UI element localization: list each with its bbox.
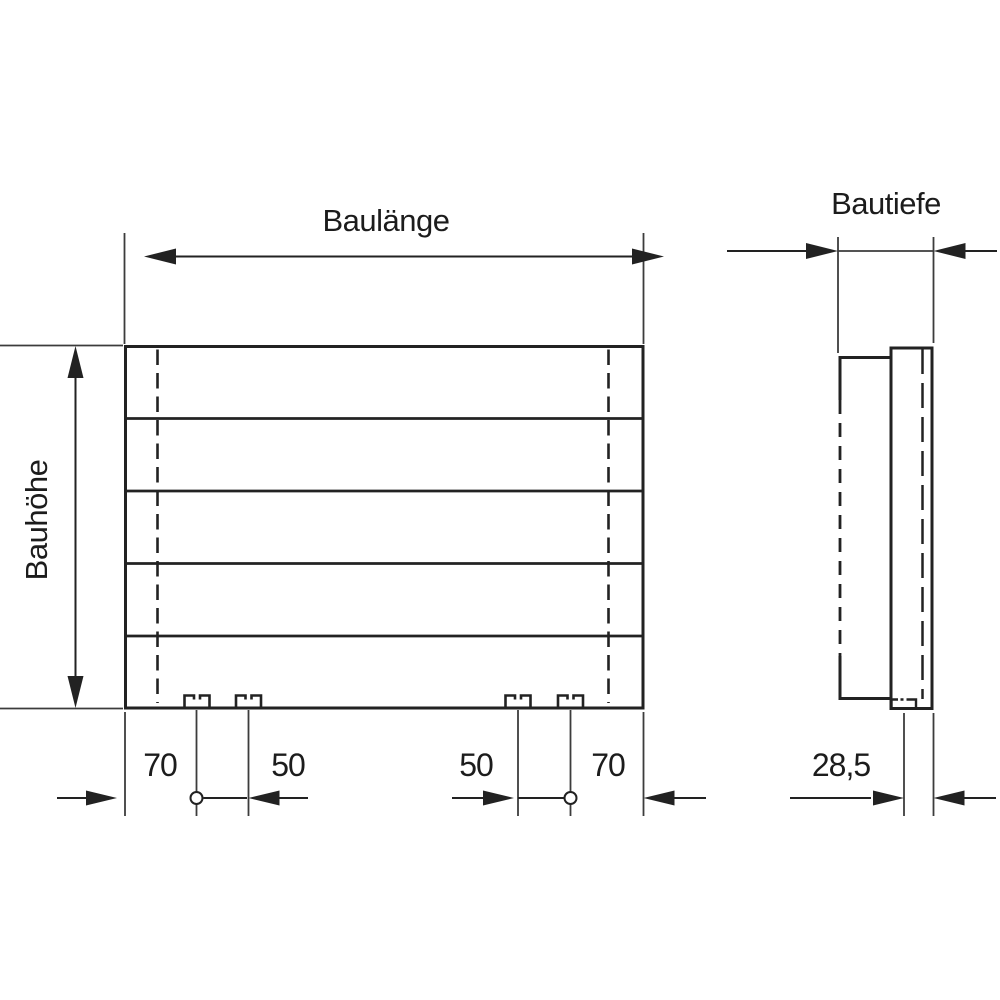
mounting-bracket xyxy=(236,696,261,708)
arrowhead-left-icon xyxy=(144,249,176,265)
bautiefe-label: Bautiefe xyxy=(831,186,941,221)
mounting-bracket xyxy=(506,696,531,708)
side-view-body xyxy=(891,348,932,709)
mounting-bracket xyxy=(185,696,210,708)
dim-70-left: 70 xyxy=(143,747,177,783)
dimension-bauhoehe xyxy=(0,346,123,709)
arrowhead-right-icon xyxy=(86,791,117,806)
bauhoehe-label: Bauhöhe xyxy=(19,459,54,581)
arrowhead-left-icon xyxy=(644,791,675,806)
front-view xyxy=(126,347,644,709)
dimension-depth-285 xyxy=(790,713,996,816)
arrowhead-right-icon xyxy=(873,791,904,806)
origin-circle-icon xyxy=(565,792,577,804)
arrowhead-right-icon xyxy=(483,791,514,806)
dim-50-right: 50 xyxy=(459,747,493,783)
dimension-bottom-front xyxy=(57,710,706,816)
arrowhead-up-icon xyxy=(68,346,84,378)
dimension-bautiefe xyxy=(727,186,997,353)
arrowhead-left-icon xyxy=(249,791,280,806)
side-view xyxy=(839,348,933,709)
arrowhead-left-icon xyxy=(934,791,965,806)
arrowhead-left-icon xyxy=(934,243,966,259)
origin-circle-icon xyxy=(191,792,203,804)
mounting-bracket xyxy=(558,696,583,708)
dim-70-right: 70 xyxy=(591,747,625,783)
arrowhead-down-icon xyxy=(68,676,84,708)
dim-28-5: 28,5 xyxy=(811,747,871,783)
dim-50-left: 50 xyxy=(271,747,305,783)
front-view-outline xyxy=(126,347,644,709)
arrowhead-right-icon xyxy=(806,243,838,259)
arrowhead-right-icon xyxy=(632,249,664,265)
dimension-baulaenge xyxy=(125,203,665,344)
baulaenge-label: Baulänge xyxy=(322,203,450,238)
